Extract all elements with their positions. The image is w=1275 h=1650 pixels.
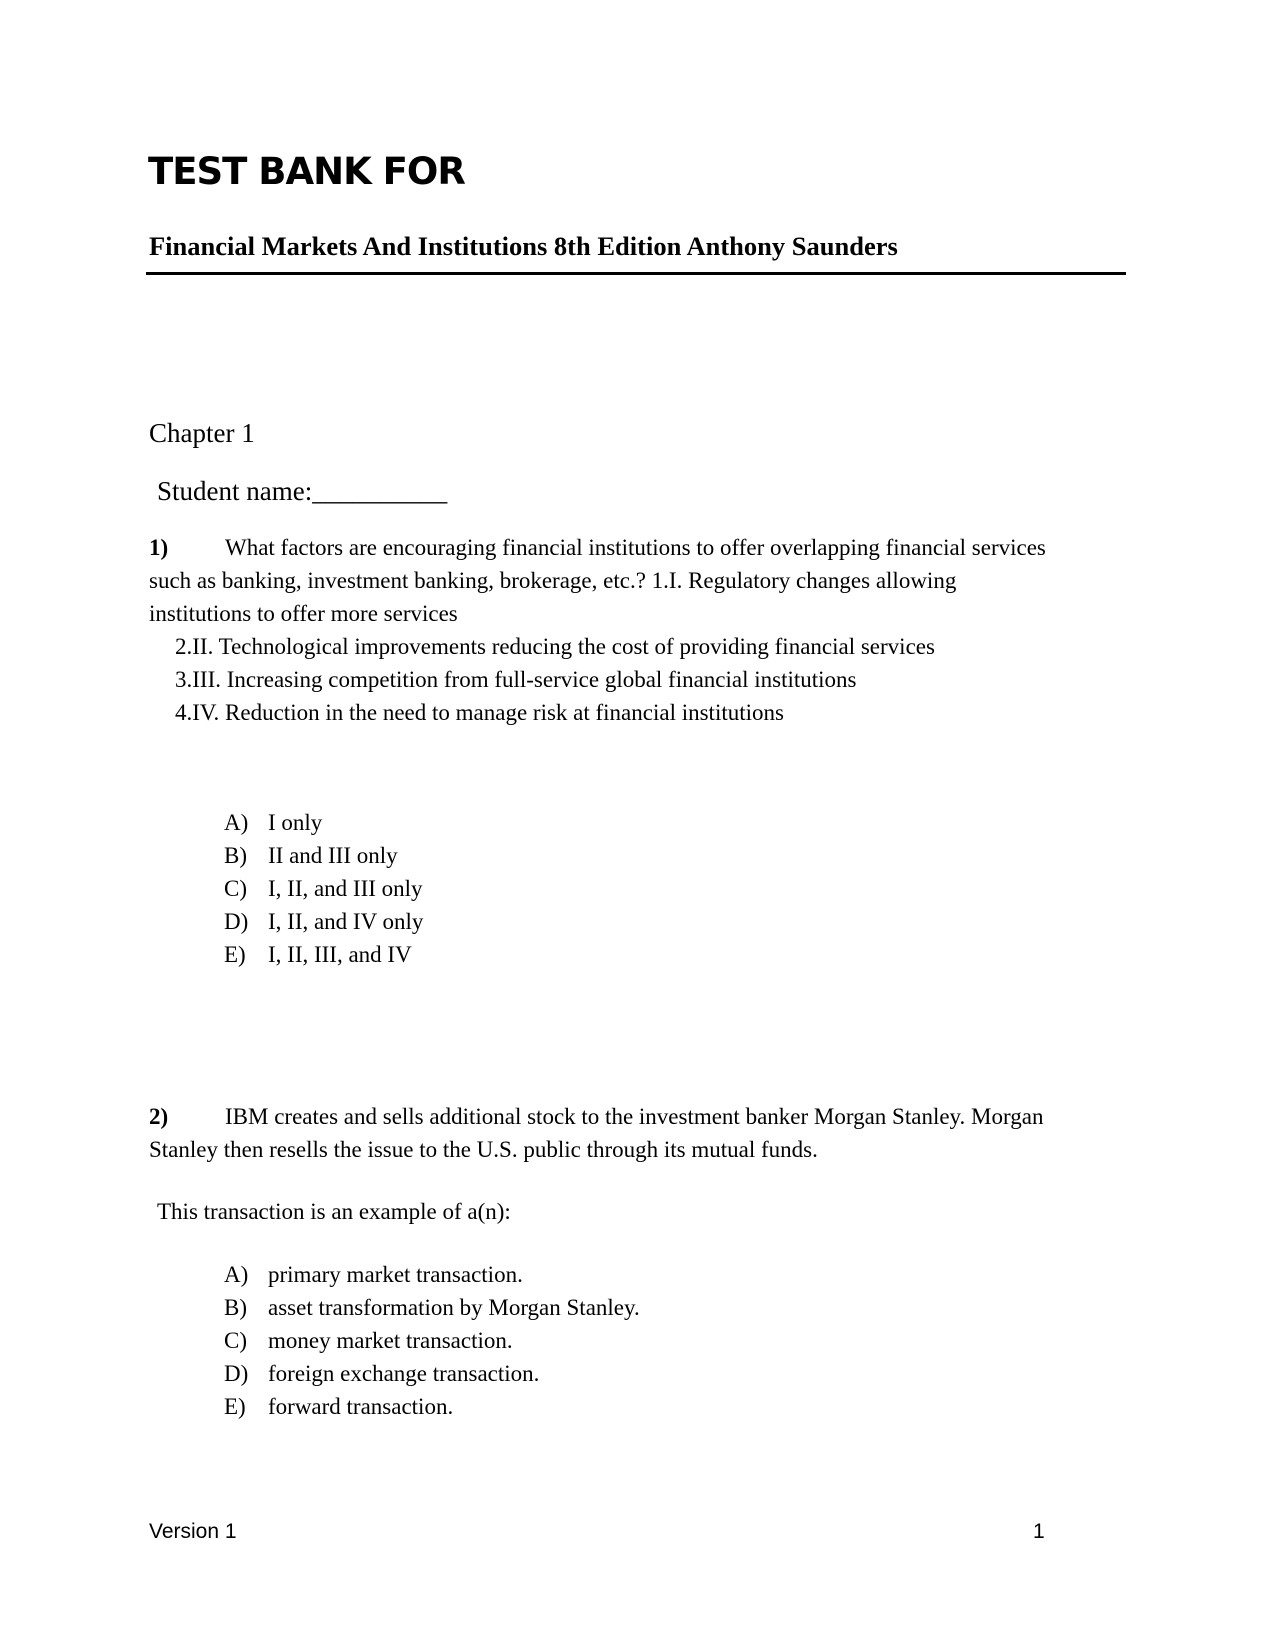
- option-letter: B): [224, 1295, 247, 1320]
- option-letter: E): [224, 1394, 246, 1419]
- option-text: money market transaction.: [268, 1328, 513, 1353]
- answer-option: [224, 806, 423, 839]
- chapter-heading: Chapter 1: [149, 418, 255, 448]
- option-text: asset transformation by Morgan Stanley.: [268, 1295, 640, 1320]
- statement-item: 4.IV. Reduction in the need to manage risk at financial institutions: [175, 700, 784, 725]
- option-letter: D): [224, 1361, 249, 1386]
- test-bank-heading: TEST BANK FOR: [148, 150, 465, 193]
- question-number: 2): [149, 1104, 169, 1129]
- book-title: Financial Markets And Institutions 8th Edition Anthony Saunders: [149, 231, 898, 261]
- question-text: What factors are encouraging financial institutions to offer overlapping financial services: [225, 535, 1046, 560]
- answer-option: [224, 1357, 640, 1390]
- option-letter: C): [224, 876, 247, 901]
- question-1-options: [224, 806, 423, 971]
- option-text: II and III only: [268, 843, 398, 868]
- question-line: [149, 531, 1129, 564]
- question-1-statements: [175, 630, 935, 729]
- option-text: I, II, III, and IV: [268, 942, 412, 967]
- option-letter: A): [224, 810, 249, 835]
- statement-item: 3.III. Increasing competition from full-service global financial institutions: [175, 667, 857, 692]
- question-line: Stanley then resells the issue to the U.S. public through its mutual funds.: [149, 1137, 818, 1162]
- question-number: 1): [149, 535, 169, 560]
- option-text: forward transaction.: [268, 1394, 454, 1419]
- answer-option: [224, 1258, 640, 1291]
- answer-option: [224, 1390, 640, 1423]
- question-2: [149, 1100, 1129, 1166]
- option-text: I, II, and III only: [268, 876, 423, 901]
- answer-option: [224, 1291, 640, 1324]
- answer-option: [224, 872, 423, 905]
- student-name-line: Student name:__________: [157, 476, 448, 506]
- option-text: foreign exchange transaction.: [268, 1361, 540, 1386]
- statement-item: 2.II. Technological improvements reducing the cost of providing financial services: [175, 634, 935, 659]
- answer-option: [224, 905, 423, 938]
- option-text: I, II, and IV only: [268, 909, 424, 934]
- question-line: institutions to offer more services: [149, 601, 458, 626]
- option-letter: A): [224, 1262, 249, 1287]
- answer-option: [224, 938, 423, 971]
- option-letter: E): [224, 942, 246, 967]
- answer-option: [224, 1324, 640, 1357]
- option-letter: B): [224, 843, 247, 868]
- question-2-options: [224, 1258, 640, 1423]
- footer-page-number: 1: [1033, 1520, 1045, 1543]
- question-line: [149, 1100, 1129, 1133]
- answer-option: [224, 839, 423, 872]
- footer-version: Version 1: [149, 1520, 237, 1543]
- option-letter: C): [224, 1328, 247, 1353]
- option-letter: D): [224, 909, 249, 934]
- option-text: primary market transaction.: [268, 1262, 523, 1287]
- question-2-stem: This transaction is an example of a(n):: [157, 1199, 511, 1224]
- title-underline-divider: [146, 272, 1126, 275]
- question-line: such as banking, investment banking, brokerage, etc.? 1.I. Regulatory changes allowing: [149, 568, 957, 593]
- option-text: I only: [268, 810, 323, 835]
- question-text: IBM creates and sells additional stock to the investment banker Morgan Stanley. Morgan: [225, 1104, 1044, 1129]
- question-1: [149, 531, 1129, 630]
